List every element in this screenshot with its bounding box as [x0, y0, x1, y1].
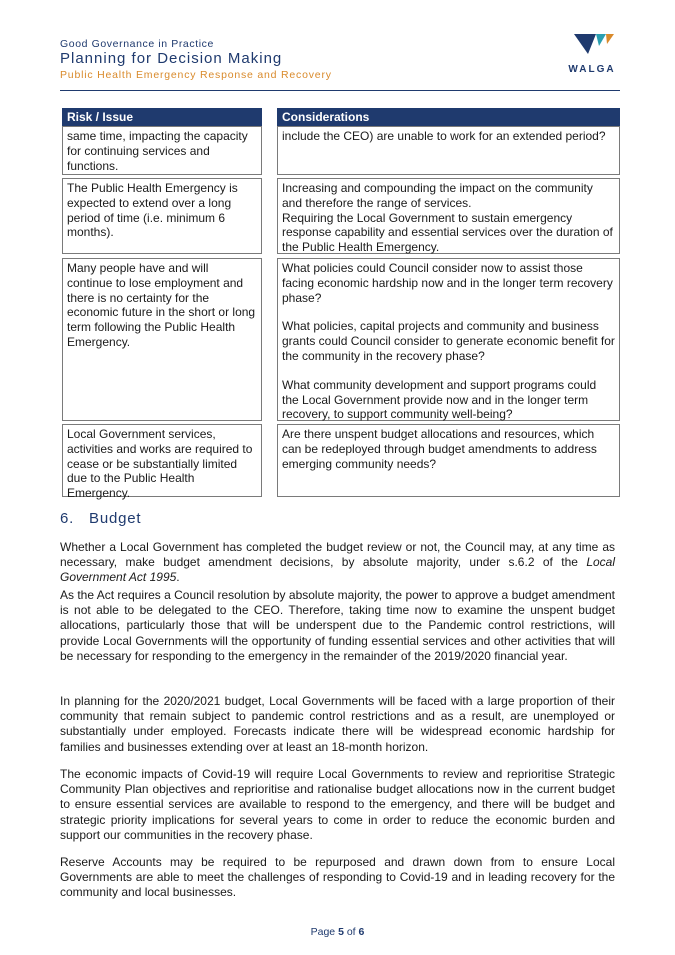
- consideration-text: What policies could Council consider now to assist those facing economic hardship now and in the longer term recovery phase?: [282, 261, 613, 305]
- header-subtitle: Public Health Emergency Response and Recovery: [60, 69, 332, 81]
- section-title: Budget: [89, 510, 142, 527]
- table-row-risk: [62, 178, 262, 254]
- table-row-considerations: [277, 178, 620, 254]
- paragraph-2: As the Act requires a Council resolution by absolute majority, the power to approve a budget amendment is not able to be delegated to the CEO. Therefore, taking time now to examine the unspent budget allocations, particularly those that will be underspent due to the Pandemic control restrictions, will provide Local Governments will the opportunity of funding essential services and other activities that will be necessary for responding to the emergency in the remainder of the 2019/2020 financial year.: [60, 588, 615, 663]
- page-number: 5: [338, 926, 344, 938]
- table-row-considerations: [277, 424, 620, 497]
- section-heading: [60, 510, 141, 527]
- consideration-text: What policies, capital projects and community and business grants could Council consider to generate economic benefit for the community in the recovery phase?: [282, 319, 615, 363]
- header-series-title: Good Governance in Practice: [60, 38, 214, 50]
- page-footer: [0, 926, 675, 938]
- column-header-considerations: Considerations: [277, 108, 620, 126]
- table-row-risk: [62, 258, 262, 421]
- risk-text: same time, impacting the capacity for continuing services and functions.: [67, 129, 248, 173]
- page-header: [60, 38, 620, 90]
- table-row-considerations: [277, 258, 620, 421]
- of-label: of: [346, 926, 356, 938]
- logo-wordmark: WALGA: [568, 64, 616, 75]
- page-label: Page: [310, 926, 336, 938]
- risk-text: Local Government services, activities and works are required to cease or be substantially limited due to the Public Health Emergency.: [67, 427, 253, 501]
- paragraph-3: In planning for the 2020/2021 budget, Local Governments will be faced with a large proportion of their community that remain subject to pandemic control restrictions and as a result, are unemployed or substantially under employed. Forecasts indicate there will be widespread economic hardship for families and businesses extending over at least an 18-month horizon.: [60, 694, 615, 754]
- column-header-risk: Risk / Issue: [62, 108, 262, 126]
- header-document-title: Planning for Decision Making: [60, 50, 283, 67]
- paragraph-4: The economic impacts of Covid-19 will require Local Governments to review and reprioritise Strategic Community Plan objectives and reprioritise and rationalise budget allocations now in the current budget to ensure essential services are available to respond to the emergency, and there will be budget and strategic priority implications for several years to come in order to reduce the economic burden and support our communities in the recovery phase.: [60, 767, 615, 842]
- consideration-text: Requiring the Local Government to sustain emergency response capability and essential services over the duration of the Public Health Emergency.: [282, 210, 613, 255]
- table-row-risk: [62, 424, 262, 501]
- act-name: Local Government Act 1995: [60, 555, 615, 585]
- risk-text: Many people have and will continue to lose employment and there is no certainty for the economic future in the short or long term following the Public Health Emergency.: [67, 261, 256, 349]
- table-row-risk: [62, 126, 262, 175]
- page-total: 6: [358, 926, 365, 938]
- consideration-text: Are there unspent budget allocations and resources, which can be redeployed through budget amendments to address emerging community needs?: [282, 427, 597, 471]
- section-number: 6.: [60, 510, 75, 527]
- paragraph-1: Whether a Local Government has completed the budget review or not, the Council may, at any time as necessary, make budget amendment decisions, by absolute majority, under s.6.2 of the Local Government Act 1995.: [60, 540, 615, 585]
- table-row-considerations: [277, 126, 620, 175]
- consideration-text: include the CEO) are unable to work for an extended period?: [282, 129, 606, 143]
- header-divider: [60, 90, 620, 91]
- paragraph-5: Reserve Accounts may be required to be repurposed and drawn down from to ensure Local Governments are able to meet the challenges of responding to Covid-19 and in leading recovery for the community and local businesses.: [60, 855, 615, 900]
- consideration-text: What community development and support programs could the Local Government provide now and in the longer term recovery, to support community well-being?: [282, 377, 597, 422]
- consideration-text: Increasing and compounding the impact on the community and therefore the range of services.: [282, 181, 593, 210]
- risk-text: The Public Health Emergency is expected to extend over a long period of time (i.e. minimum 6 months).: [67, 181, 238, 240]
